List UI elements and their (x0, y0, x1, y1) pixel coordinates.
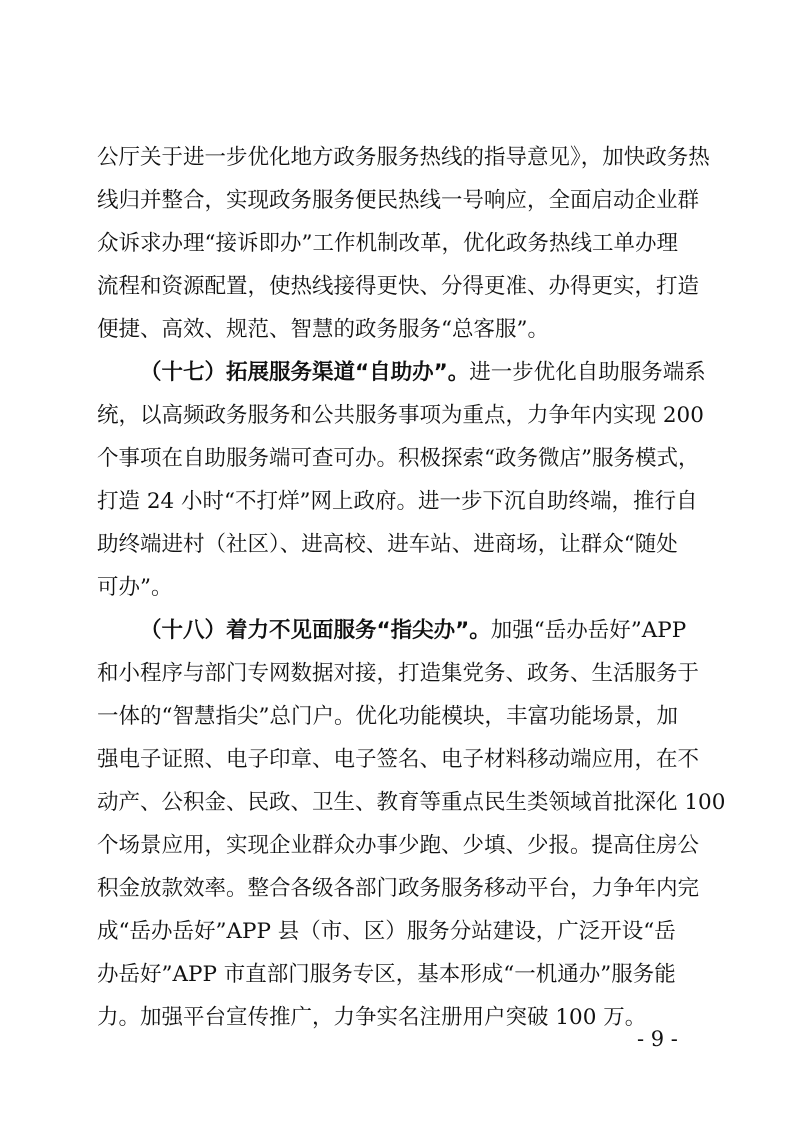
paragraph-line: 办岳好”APP 市直部门服务专区，基本形成“一机通办”服务能 (97, 962, 676, 987)
paragraph-line: 便捷、高效、规范、智慧的政务服务“总客服”。 (97, 317, 549, 342)
paragraph-line: 助终端进村（社区）、进高校、进车站、进商场，让群众“随处 (97, 532, 678, 557)
paragraph-line: 可办”。 (97, 575, 173, 600)
paragraph-line: 和小程序与部门专网数据对接，打造集党务、政务、生活服务于 (97, 661, 700, 686)
page-number: - 9 - (637, 1027, 678, 1051)
section-18-heading: （十八）着力不见面服务“指尖办”。 (140, 618, 491, 643)
section-17-heading: （十七）拓展服务渠道“自助办”。 (140, 360, 470, 385)
paragraph-line: 强电子证照、电子印章、电子签名、电子材料移动端应用，在不 (97, 747, 700, 772)
paragraph-line: 线归并整合，实现政务服务便民热线一号响应，全面启动企业群 (97, 188, 700, 213)
section-17-first-line-text: 进一步优化自助服务端系 (469, 360, 706, 385)
paragraph-line: 公厅关于进一步优化地方政务服务热线的指导意见》，加快政务热 (97, 145, 710, 170)
paragraph-line: 个场景应用，实现企业群众办事少跑、少填、少报。提高住房公 (97, 833, 700, 858)
paragraph-line: 流程和资源配置，使热线接得更快、分得更准、办得更实，打造 (97, 274, 700, 299)
paragraph-line: 积金放款效率。整合各级各部门政务服务移动平台，力争年内完 (97, 876, 700, 901)
section-17-first-line (140, 358, 707, 388)
paragraph-line: 动产、公积金、民政、卫生、教育等重点民生类领域首批深化 100 (97, 790, 726, 815)
section-18-first-line (140, 616, 707, 646)
paragraph-line: 众诉求办理“接诉即办”工作机制改革，优化政务热线工单办理 (97, 231, 678, 256)
paragraph-line: 成“岳办岳好”APP 县（市、区）服务分站建设，广泛开设“岳 (97, 919, 676, 944)
paragraph-line: 打造 24 小时“不打烊”网上政府。进一步下沉自助终端，推行自 (97, 489, 698, 514)
paragraph-line: 一体的“智慧指尖”总门户。优化功能模块，丰富功能场景，加 (97, 704, 678, 729)
paragraph-line: 个事项在自助服务端可查可办。积极探索“政务微店”服务模式， (97, 446, 700, 471)
paragraph-line: 力。加强平台宣传推广，力争实名注册用户突破 100 万。 (97, 1005, 647, 1030)
paragraph-line: 统，以高频政务服务和公共服务事项为重点，力争年内实现 200 (97, 403, 704, 428)
section-18-first-line-text: 加强“岳办岳好”APP (490, 618, 687, 643)
